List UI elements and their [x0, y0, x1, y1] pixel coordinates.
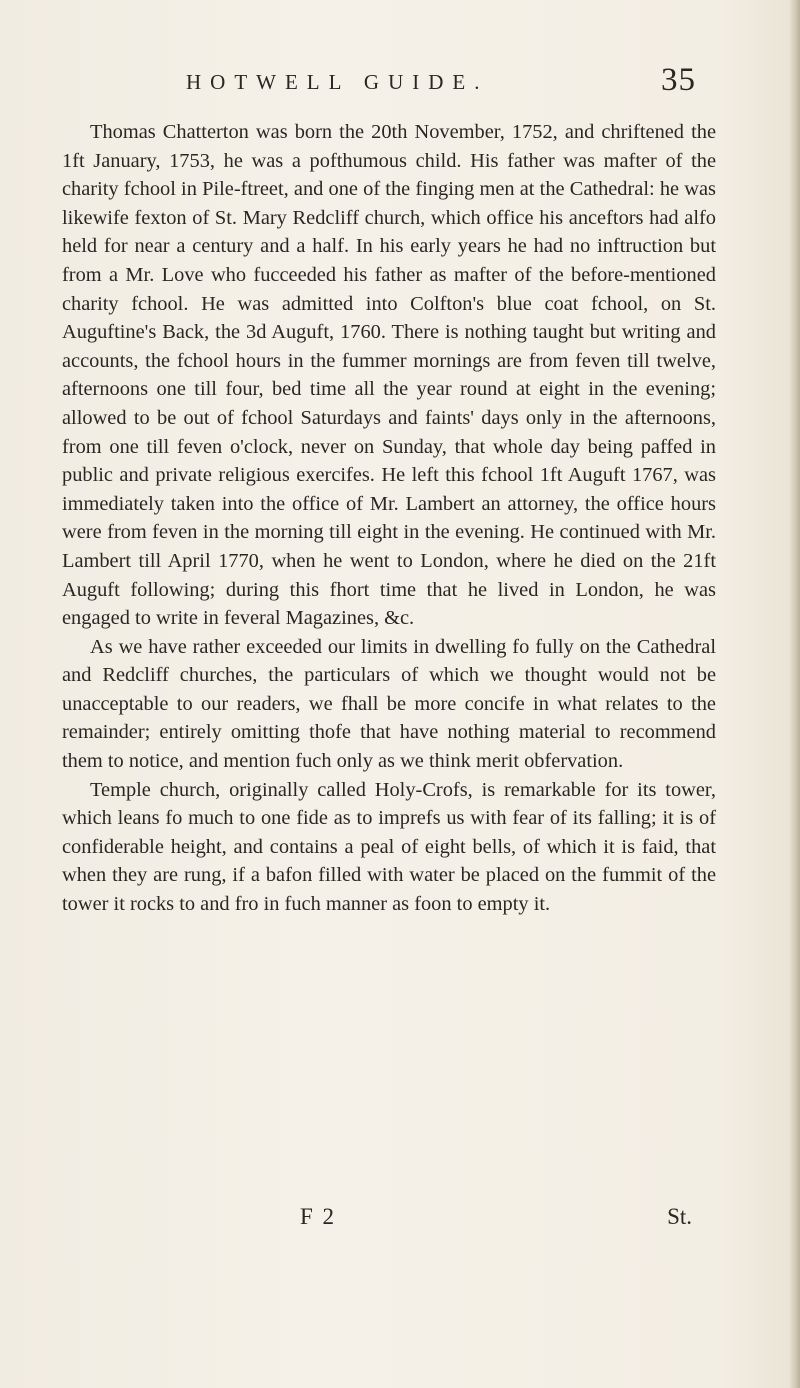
paragraph-limits: As we have rather exceeded our limits in dwelling fo fully on the Cathedral and Redcliff churches, the particulars of which we thought would not be unacceptable to our readers, we fhall be more concife in what relates to the remainder; entirely omitting thofe that have nothing material to recommend them to notice, and mention fuch only as we think merit obfervation.: [62, 635, 716, 773]
page-footer: [300, 1204, 692, 1238]
paragraph-chatterton: Thomas Chatterton was born the 20th November, 1752, and chriftened the 1ft January, 1753, he was a pofthumous child. His father was mafter of the charity fchool in Pile-ftreet, and one of the finging men at the Cathedral: he was likewife fexton of St. Mary Redcliff church, which office his anceftors had alfo held for near a century and a half. In his early years he had no inftruction but from a Mr. Love who fucceeded his father as mafter of the before-mentioned charity fchool. He was admitted into Colfton's blue coat fchool, on St. Auguftine's Back, the 3d Auguft, 1760. There is nothing taught but writing and accounts, the fchool hours in the fummer mornings are from feven till twelve, afternoons one till four, bed time all the year round at eight in the evening; allowed to be out of fchool Saturdays and faints' days only in the afternoons, from one till feven o'clock, never on Sunday, that whole day being paffed in public and private religious exercifes. He left this fchool 1ft Auguft 1767, was immediately taken into the office of Mr. Lambert an attorney, the office hours were from feven in the morning till eight in the evening. He continued with Mr. Lambert till April 1770, when he went to London, where he died on the 21ft Auguft following; during this fhort time that he lived in London, he was engaged to write in feveral Magazines, &c.: [62, 121, 716, 630]
running-title: HOTWELL GUIDE.: [186, 70, 489, 94]
page-edge: [790, 0, 800, 1388]
page-number: 35: [661, 62, 696, 98]
signature-mark: F 2: [300, 1204, 337, 1229]
catchword: St.: [667, 1204, 692, 1229]
paragraph-temple-church: Temple church, originally called Holy-Crofs, is remarkable for its tower, which leans fo much to one fide as to imprefs us with fear of its falling; it is of confiderable height, and contains a peal of eight bells, of which it is faid, that when they are rung, if a bafon filled with water be placed on the fummit of the tower it rocks to and fro in fuch manner as foon to empty it.: [62, 778, 716, 916]
body-text: [62, 118, 716, 919]
page-header: [186, 62, 696, 114]
